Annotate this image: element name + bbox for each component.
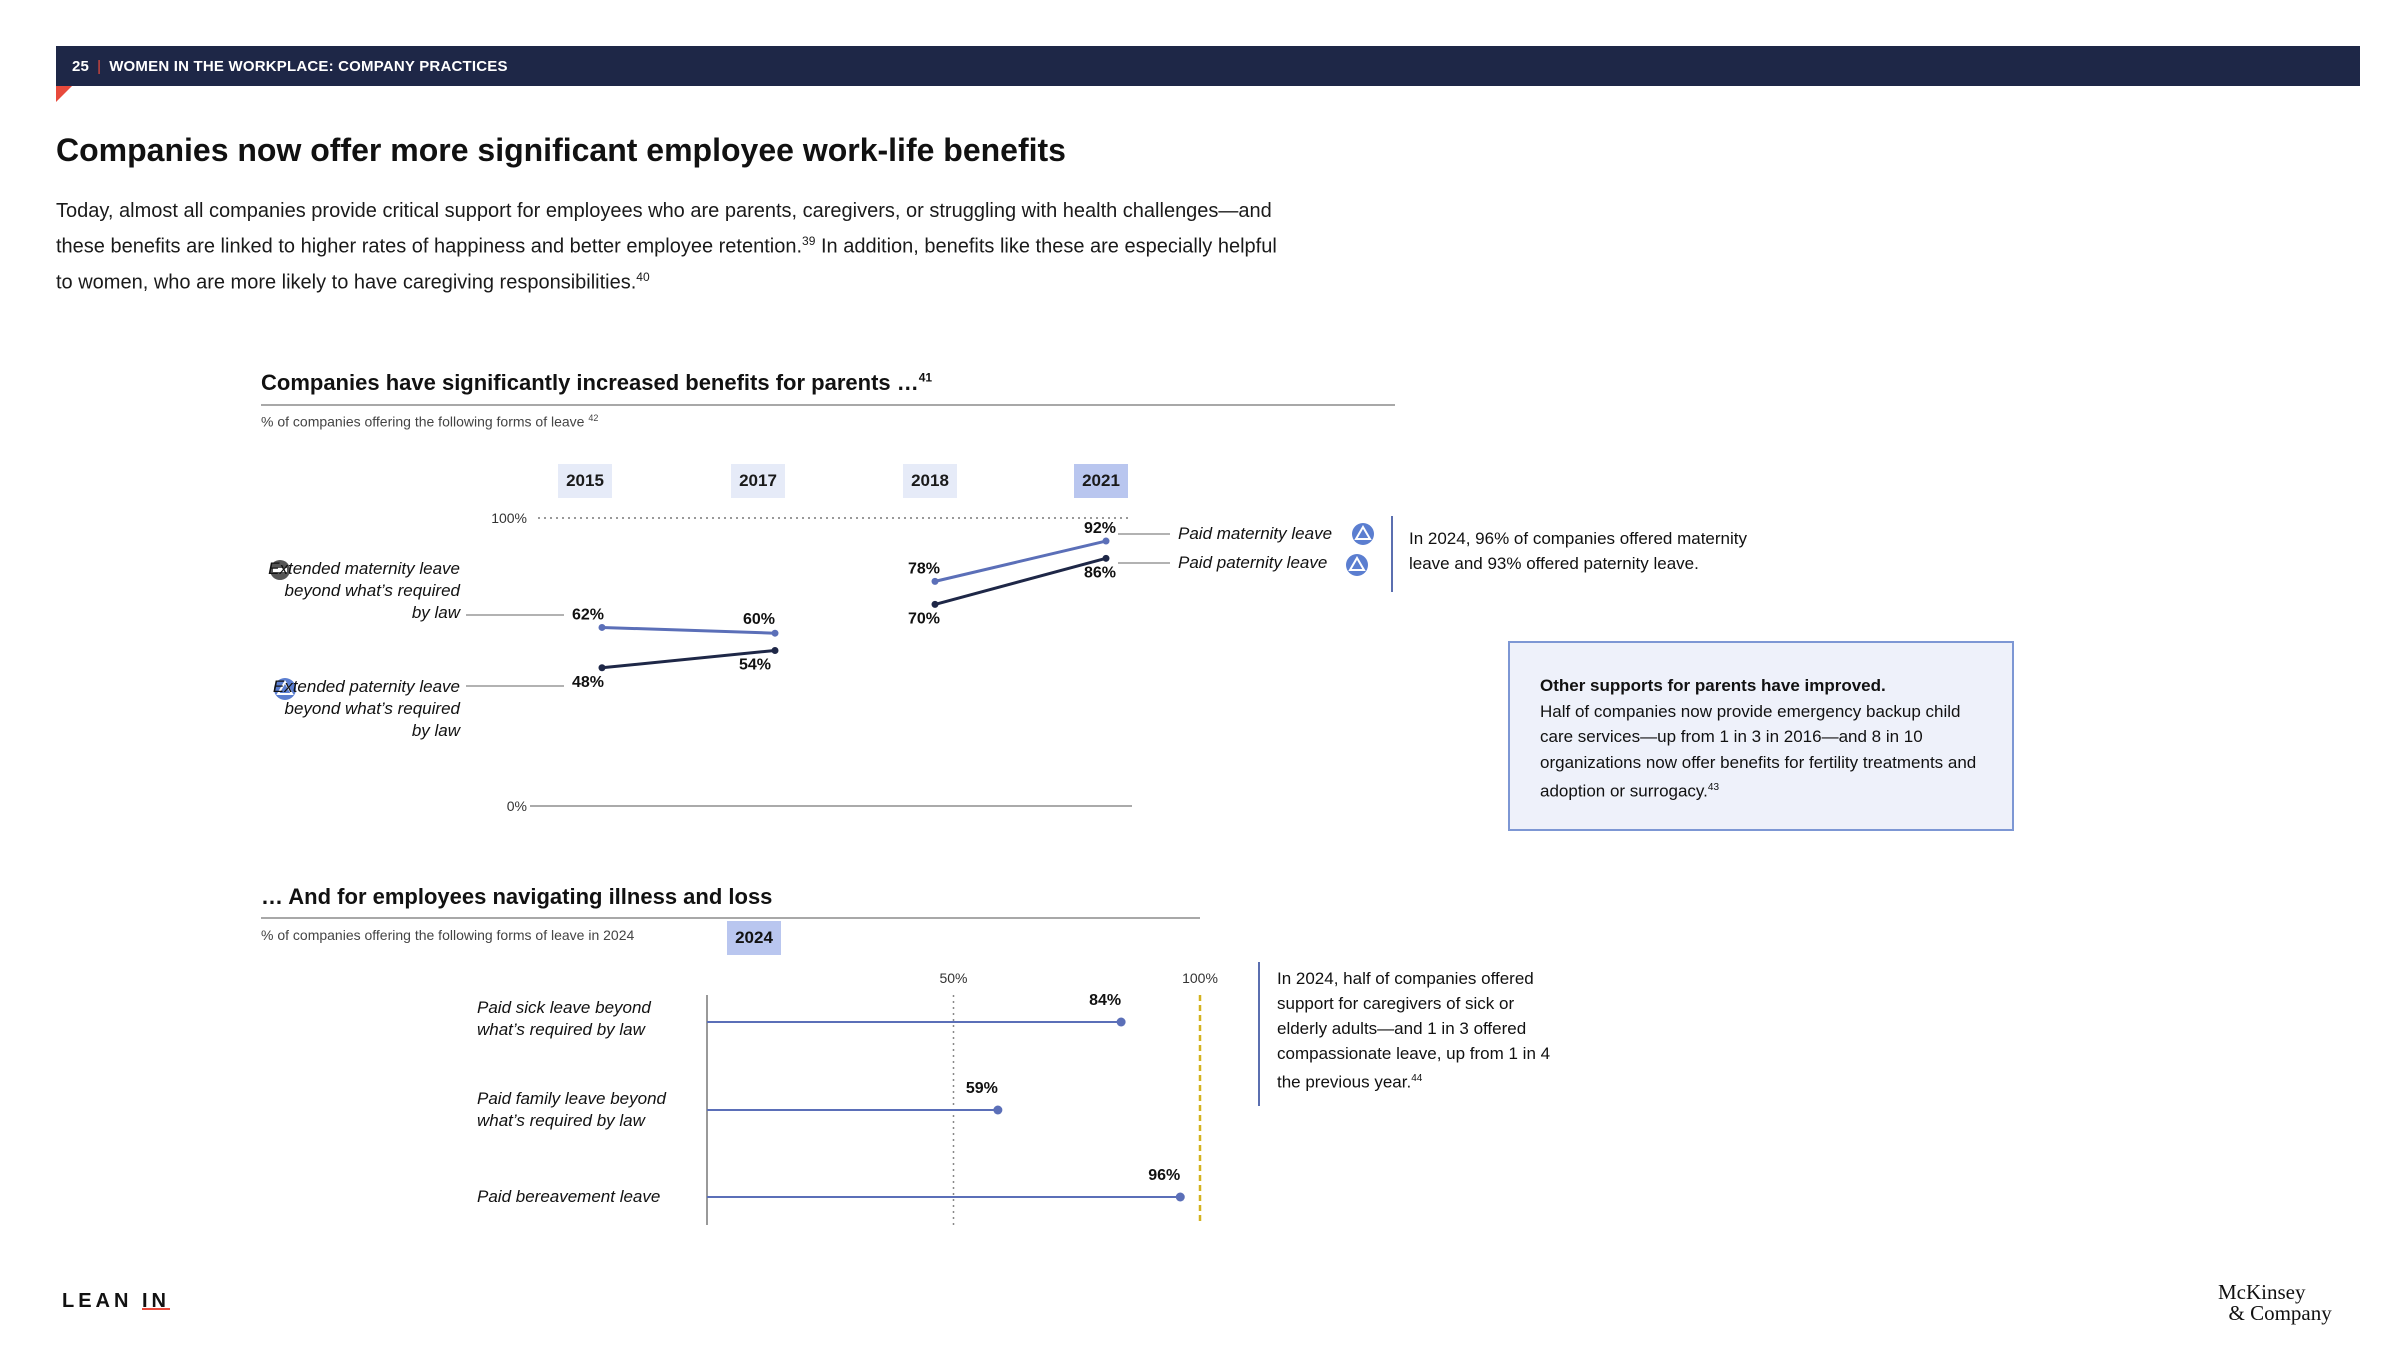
- section2-note: [1277, 966, 1557, 1095]
- callout-heading: Other supports for parents have improved.: [1540, 676, 1886, 695]
- mckinsey-logo: McKinsey & Company: [2218, 1280, 2332, 1325]
- bar-end-dot: [1176, 1193, 1185, 1202]
- legend-paid-paternity: Paid paternity leave: [1178, 553, 1328, 572]
- intro-text-1: Today, almost all companies provide critical support for employees who are parents, caregivers, or struggling with health challenges—and these benefits are linked to higher rates of happiness and better employee retention.: [56, 200, 1272, 258]
- legend-ext-paternity: Extended paternity leave beyond what’s required by law: [272, 677, 460, 740]
- section2-subtitle: % of companies offering the following forms of leave in 2024: [261, 927, 635, 943]
- bar-value-label: 59%: [965, 1080, 998, 1097]
- data-label: 92%: [1083, 520, 1117, 538]
- ref-label-100: 100%: [1182, 970, 1218, 986]
- header-separator: |: [97, 57, 102, 75]
- bar-end-dot: [993, 1106, 1002, 1115]
- year-badge-2024: 2024: [727, 921, 781, 955]
- legend-paid-maternity: Paid maternity leave: [1178, 524, 1333, 543]
- intro-text-2: In addition, benefits like these are especially helpful to women, who are more likely to have caregiving responsibilities.: [56, 235, 1277, 294]
- note2-accent-line: [1258, 962, 1260, 1106]
- year-label-2017: 2017: [731, 464, 785, 498]
- section2-note-footnote: 44: [1411, 1073, 1423, 1084]
- section1-note: In 2024, 96% of companies offered maternity leave and 93% offered paternity leave.: [1409, 529, 1747, 573]
- y-tick-0: 0%: [506, 798, 527, 814]
- bar-value-label: 96%: [1148, 1167, 1181, 1184]
- intro-footnote-1: 39: [802, 234, 816, 248]
- callout-body: Half of companies now provide emergency backup child care services—up from 1 in 3 in 2016—and 8 in 10 organizations now offer benefits for fertility treatments and adoption or surrogacy.: [1540, 701, 1977, 801]
- section1-subtitle-text: % of companies offering the following forms of leave: [261, 413, 585, 430]
- y-tick-100: 100%: [491, 510, 527, 526]
- bar-label-bereavement: Paid bereavement leave: [477, 1187, 661, 1206]
- data-label: 78%: [907, 560, 941, 578]
- section1-title-text: Companies have significantly increased benefits for parents …: [261, 370, 919, 395]
- data-label: 48%: [571, 673, 605, 691]
- bar-label-family-leave: Paid family leave beyond what’s required by law: [477, 1089, 667, 1130]
- page-title: Companies now offer more significant employee work-life benefits: [56, 132, 1066, 168]
- data-label: 60%: [742, 611, 776, 629]
- data-label: 70%: [907, 610, 941, 628]
- section1-subtitle-footnote: 42: [588, 413, 599, 423]
- year-label-2021: 2021: [1074, 464, 1128, 498]
- intro-footnote-2: 40: [636, 269, 650, 284]
- bar-end-dot: [1117, 1018, 1126, 1027]
- lean-in-logo: LEAN IN: [62, 1290, 170, 1312]
- section2-note-text: In 2024, half of companies offered support for caregivers of sick or elderly adults—and 1 in 3 offered compassionate leave, up from 1 in 4 the previous year.: [1277, 969, 1551, 1092]
- ref-label-50: 50%: [939, 970, 968, 986]
- data-label: 86%: [1083, 564, 1117, 582]
- year-label-2018: 2018: [903, 464, 957, 498]
- section1-title-footnote: 41: [918, 370, 933, 385]
- bar-value-label: 84%: [1089, 992, 1122, 1009]
- callout-footnote: 43: [1707, 782, 1720, 793]
- year-label-2015: 2015: [558, 464, 612, 498]
- data-label: 62%: [571, 606, 605, 624]
- data-label: 54%: [738, 656, 772, 674]
- section2-title: … And for employees navigating illness and loss: [261, 884, 773, 909]
- section-label: WOMEN IN THE WORKPLACE: COMPANY PRACTICES: [109, 57, 508, 75]
- legend-ext-maternity: Extended maternity leave beyond what’s required by law: [268, 559, 460, 622]
- page-number: 25: [72, 57, 90, 75]
- bar-label-sick-leave: Paid sick leave beyond what’s required by law: [477, 998, 651, 1039]
